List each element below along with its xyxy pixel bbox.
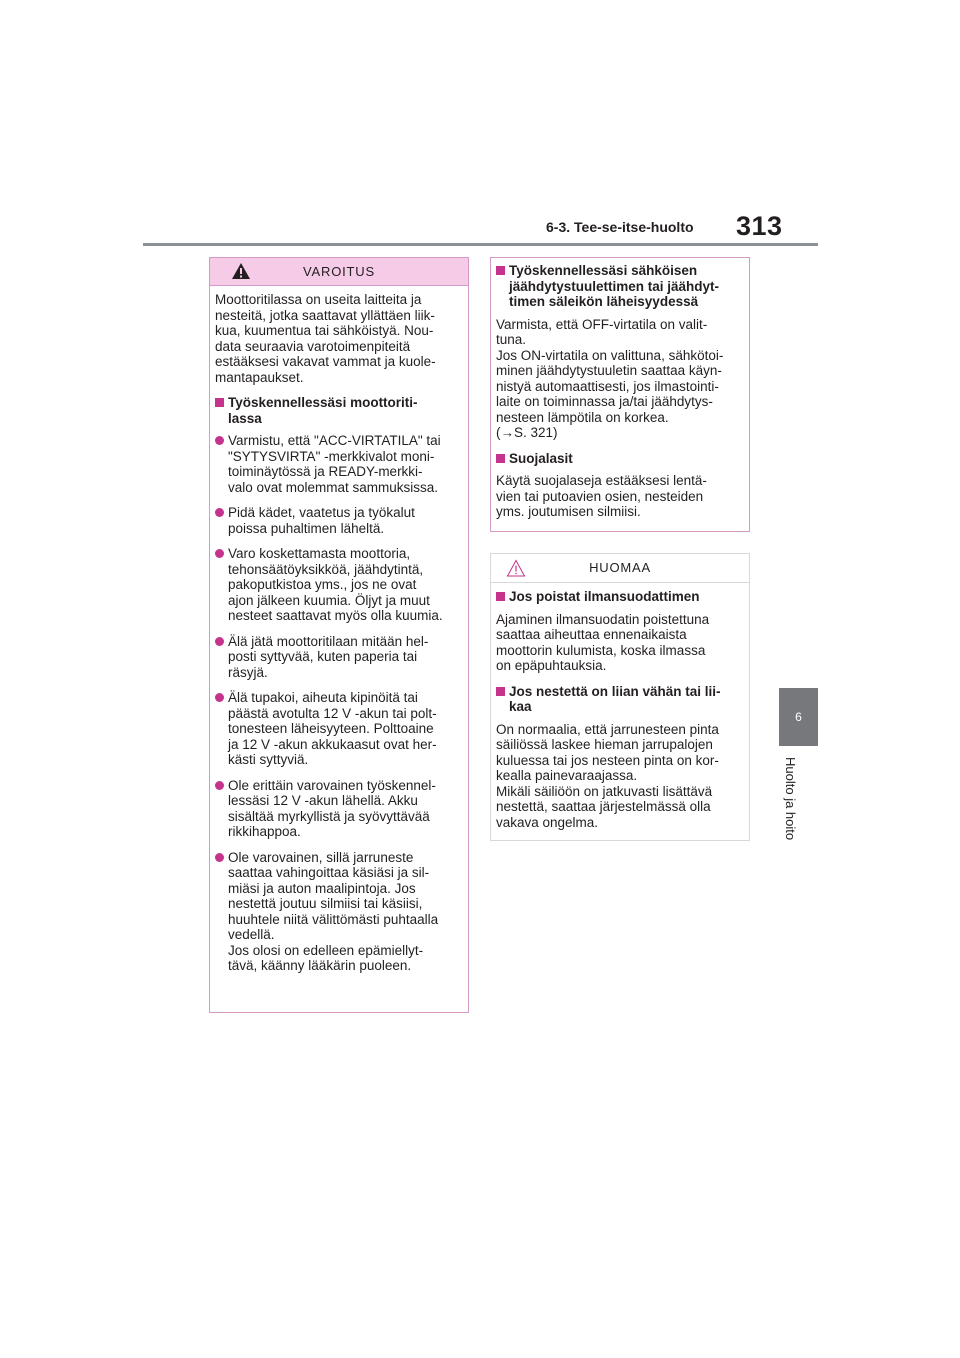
text-line: kealla painevaraajassa. — [496, 768, 638, 783]
bullet-line: Varmistu, että "ACC-VIRTATILA" tai — [228, 433, 441, 448]
text-line: kuluessa tai jos nesteen pinta on kor- — [496, 752, 719, 768]
section-heading — [496, 589, 744, 605]
warning-bullet-item — [215, 634, 463, 681]
warning-bullet-list — [215, 433, 463, 974]
heading-line: jäähdytystuulettimen tai jäähdyt- — [509, 278, 720, 294]
bullet-line: miäsi ja auton maalipintoja. Jos — [228, 880, 416, 896]
section-text — [496, 317, 744, 441]
warning-box — [209, 257, 469, 1013]
bullet-line: pakoputkistoa yms., jos ne ovat — [228, 577, 417, 592]
heading-line: Jos nestettä on liian vähän tai lii- — [509, 683, 721, 699]
text-line: Ajaminen ilmansuodatin poistettuna — [496, 611, 710, 627]
chapter-number-tab: 6 — [779, 688, 818, 746]
intro-line: kua, kuumentua tai sähköistyä. Nou- — [215, 323, 434, 338]
bullet-line: posti syttyvää, kuten paperia tai — [228, 649, 418, 664]
section-text — [496, 612, 744, 674]
notice-header — [491, 554, 749, 583]
warning-triangle-filled-icon — [231, 262, 251, 280]
bullet-line: toiminäytössä ja READY-merkki- — [228, 464, 423, 479]
chapter-title: Huolto ja hoito — [783, 757, 798, 841]
bullet-line: Ole erittäin varovainen työskennel- — [228, 777, 436, 793]
text-line: nestettä, saattaa järjestelmässä olla — [496, 799, 711, 814]
subheading-line: Työskennellessäsi moottoriti- — [228, 395, 418, 410]
text-line: moottorin kulumista, koska ilmassa — [496, 642, 706, 658]
notice-box — [490, 553, 750, 841]
bullet-line: ja 12 V -akun akkukaasut ovat her- — [228, 736, 437, 752]
intro-line: Moottoritilassa on useita laitteita ja — [215, 292, 422, 307]
warning-bullet-item — [215, 690, 463, 768]
bullet-line: poissa puhaltimen läheltä. — [228, 520, 385, 536]
bullet-line: tävä, käänny lääkärin puoleen. — [228, 958, 412, 973]
bullet-line: rikkihappoa. — [228, 824, 301, 839]
warning-subheading — [215, 395, 463, 426]
section-text — [496, 722, 744, 831]
bullet-line: sisältää myrkyllistä ja syövyttävää — [228, 808, 430, 824]
text-line: vien tai putoavien osien, nesteiden — [496, 488, 704, 504]
text-line: nistyä automaattisesti, jos ilmastointi- — [496, 378, 719, 394]
heading-line: kaa — [509, 699, 532, 714]
bullet-line: tehonsäätöyksikköä, jäähdytintä, — [228, 561, 424, 577]
page-number: 313 — [736, 211, 783, 241]
bullet-line: Pidä kädet, vaatetus ja työkalut — [228, 505, 415, 520]
bullet-line: huuhtele niitä välittömästi puhtaalla — [228, 911, 439, 927]
text-line: minen jäähdytystuuletin saattaa käyn- — [496, 363, 722, 378]
bullet-line: päästä avotulta 12 V -akun tai polt- — [228, 705, 437, 721]
bullet-line: nesteet saattavat myös olla kuumia. — [228, 608, 443, 623]
bullet-line: lessäsi 12 V -akun lähellä. Akku — [228, 793, 418, 808]
bullet-line: räsyjä. — [228, 664, 268, 680]
text-line: (→S. 321) — [496, 425, 558, 440]
bullet-line: tonesteen läheisyyteen. Polttoaine — [228, 721, 434, 736]
notice-title: HUOMAA — [589, 560, 651, 575]
text-line: saattaa aiheuttaa ennenaikaista — [496, 627, 687, 642]
bullet-line: Älä tupakoi, aiheuta kipinöitä tai — [228, 690, 418, 705]
heading-line: Jos poistat ilmansuodattimen — [509, 589, 700, 604]
text-line: tuna. — [496, 332, 527, 347]
header-divider — [143, 243, 818, 246]
warning-bullet-item — [215, 505, 463, 536]
section-heading — [496, 263, 744, 310]
text-line: On normaalia, että jarrunesteen pinta — [496, 721, 719, 737]
bullet-line: saattaa vahingoittaa käsiäsi ja sil- — [228, 865, 430, 880]
cooling-fan-goggles-box — [490, 257, 750, 532]
text-line: laite on toiminnassa ja/tai jäähdytys- — [496, 394, 713, 409]
bullet-line: Jos olosi on edelleen epämiellyt- — [228, 942, 424, 958]
bullet-line: Älä jätä moottoritilaan mitään hel- — [228, 633, 429, 649]
section-title: 6-3. Tee-se-itse-huolto — [546, 219, 694, 235]
text-line: Käytä suojalaseja estääksesi lentä- — [496, 473, 707, 488]
bullet-line: valo ovat molemmat sammuksissa. — [228, 479, 439, 495]
bullet-line: kästi syttyviä. — [228, 752, 309, 767]
subheading-line: lassa — [228, 410, 262, 426]
section-heading — [496, 451, 744, 467]
warning-bullet-item — [215, 850, 463, 974]
text-line: on epäpuhtauksia. — [496, 658, 607, 673]
text-line: nesteen lämpötila on korkea. — [496, 409, 669, 425]
intro-line: nesteitä, jotka saattavat yllättäen liik- — [215, 307, 435, 323]
warning-bullet-item — [215, 433, 463, 495]
warning-bullet-item — [215, 546, 463, 624]
text-line: säiliössä laskee hieman jarrupalojen — [496, 737, 713, 752]
intro-line: estääksesi vakavat vammat ja kuole- — [215, 354, 436, 369]
warning-triangle-outline-icon — [506, 559, 526, 577]
text-line: Mikäli säiliöön on jatkuvasti lisättävä — [496, 783, 713, 799]
heading-line: Työskennellessäsi sähköisen — [509, 263, 698, 278]
text-line: Varmista, että OFF-virtatila on valit- — [496, 316, 708, 332]
warning-header — [210, 258, 468, 286]
bullet-line: nestettä joutuu silmiisi tai käsiisi, — [228, 896, 423, 911]
warning-title: VAROITUS — [303, 264, 375, 279]
section-heading — [496, 684, 744, 715]
heading-line: Suojalasit — [509, 450, 573, 466]
bullet-line: "SYTYSVIRTA" -merkkivalot moni- — [228, 448, 435, 464]
bullet-line: Varo koskettamasta moottoria, — [228, 546, 411, 561]
bullet-line: Ole varovainen, sillä jarruneste — [228, 849, 414, 865]
text-line: yms. joutumisen silmiisi. — [496, 504, 641, 519]
section-text — [496, 473, 744, 520]
heading-line: timen säleikön läheisyydessä — [509, 294, 699, 309]
warning-intro — [215, 292, 463, 385]
intro-line: mantapaukset. — [215, 369, 304, 385]
warning-bullet-item — [215, 778, 463, 840]
text-line: Jos ON-virtatila on valittuna, sähkötoi- — [496, 347, 724, 363]
bullet-line: ajon jälkeen kuumia. Öljyt ja muut — [228, 592, 430, 608]
bullet-line: vedellä. — [228, 927, 275, 942]
intro-line: data seuraavia varotoimenpiteitä — [215, 338, 411, 354]
text-line: vakava ongelma. — [496, 814, 599, 830]
